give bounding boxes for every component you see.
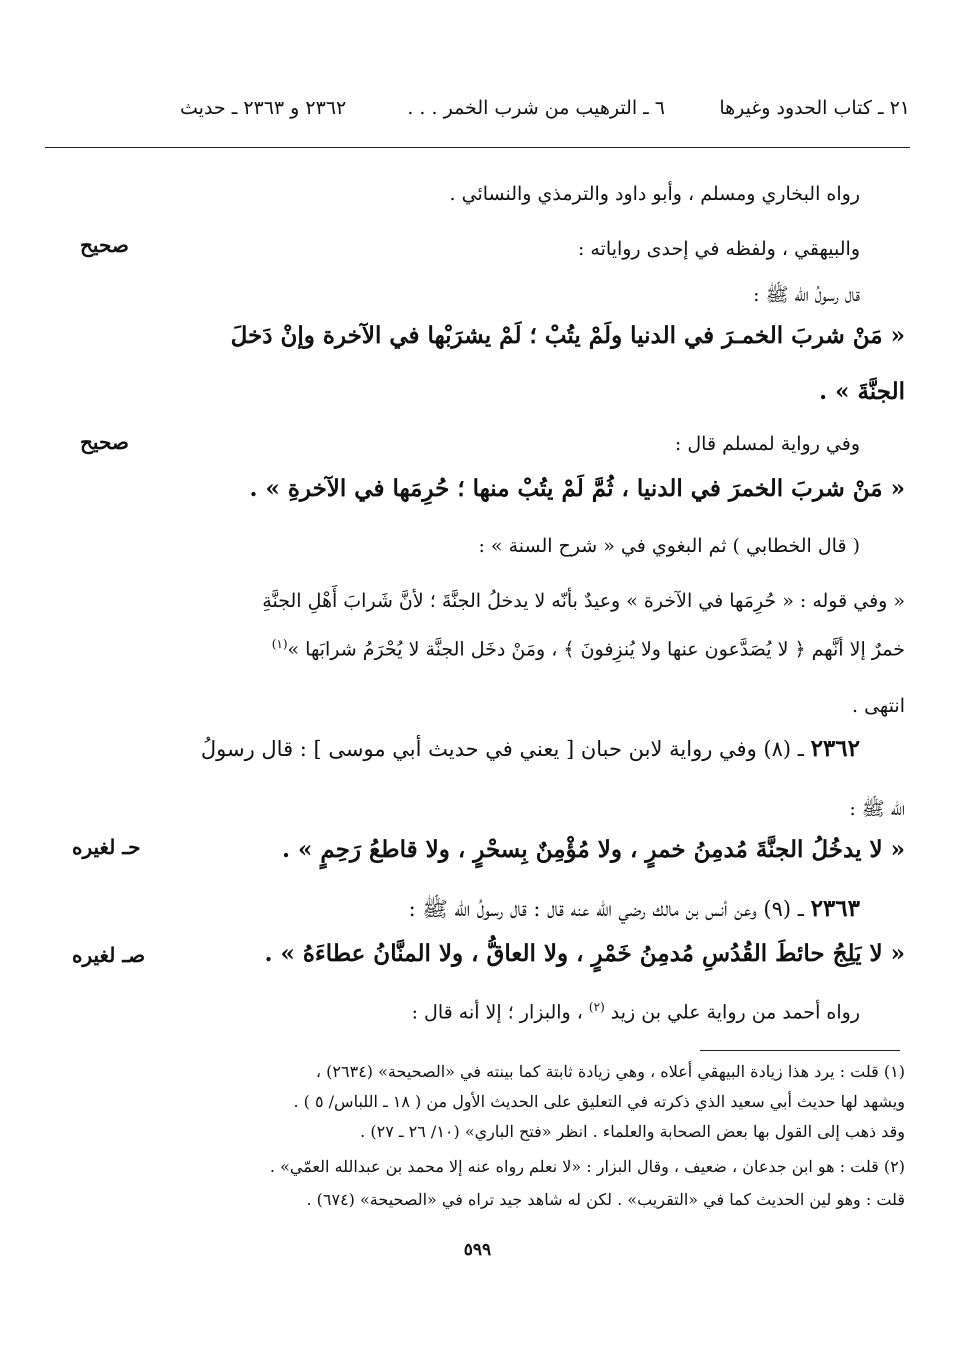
narration-line: وفي رواية لمسلم قال : (674, 433, 860, 455)
grade-label: صحيح (80, 233, 129, 257)
narration-line (412, 1000, 860, 1023)
page-number: ٥٩٩ (463, 1240, 492, 1260)
source-text: ، والبزار ؛ إلا أنه قال : (411, 1001, 589, 1024)
commentary-line: ( قال الخطابي ) ثم البغوي في « شرح السنة » : (478, 535, 860, 557)
commentary-line: « وفي قوله : « حُرِمَها في الآخرة » وعيدٌ بأنّه لا يدخلُ الجنَّةَ ؛ لأنَّ شَرابَ أَهْلِ الجنَّةِ (262, 590, 905, 612)
grade-label: حـ لغيره (72, 835, 141, 859)
grade-label: صـ لغيره (72, 943, 146, 967)
hadith-text-line: الجنَّةَ » . (819, 378, 905, 405)
header-section: ٦ ـ الترهيب من شرب الخمر . . . (407, 97, 665, 119)
footnote-line: وقد ذهب إلى القول بها بعض الصحابة والعلماء . انظر «فتح الباري» (١٠/ ٢٦ ـ ٢٧) . (360, 1122, 905, 1141)
header-rule (45, 147, 910, 148)
hadith-intro: ـ (٩) وعن أنس بن مالك رضي الله عنه قال : قال رسولُ الله ﷺ : (408, 897, 811, 921)
footnote-ref-1: (١) (271, 637, 288, 651)
narration-line: الله ﷺ : (849, 798, 905, 820)
hadith-2363-header (409, 895, 860, 927)
commentary-line: انتهى . (852, 695, 905, 717)
hadith-text-line: « مَنْ شربَ الخمرَ في الدنيا ، ثُمَّ لَمْ يتُبْ منها ؛ حُرِمَها في الآخرةِ » . (249, 475, 905, 502)
commentary-line (272, 637, 905, 660)
hadith-2362-header (201, 735, 860, 762)
narration-line: والبيهقي ، ولفظه في إحدى رواياته : (577, 238, 860, 260)
footnote-ref-2: (٢) (588, 1000, 605, 1014)
hadith-intro: ـ (٨) وفي رواية لابن حبان [ يعني في حديث أبي موسى ] : قال رسولُ (200, 737, 811, 761)
footnote-line: ويشهد لها حديث أبي سعيد الذي ذكرته في التعليق على الحديث الأول من ( ١٨ ـ اللباس/ ٥ ) . (293, 1092, 905, 1111)
commentary-text: خمرٌ إلا أنَّهم ﴿ لا يُصَدَّعون عنها ولا يُنزِفونَ ﴾ ، ومَنْ دخَل الجنَّة لا يُحْرَمُ شرابَها » (287, 638, 905, 661)
source-text: رواه أحمد من رواية علي بن زيد (610, 1001, 860, 1024)
hadith-text-line: « مَنْ شربَ الخمـرَ في الدنيا ولَمْ يتُبْ ؛ لَمْ يشرَبْها في الآخرة وإنْ دَخلَ (230, 322, 905, 349)
narration-line: قال رسولُ الله ﷺ : (753, 284, 860, 306)
footnote-line: قلت : وهو لين الحديث كما في «التقريب» . لكن له شاهد جيد تراه في «الصحيحة» (٦٧٤) . (306, 1190, 905, 1209)
hadith-text-line: « لا يَلِجُ حائطَ القُدُسِ مُدمِنُ خَمْرٍ ، ولا العاقُّ ، ولا المنَّانُ عطاءَهُ » . (264, 940, 905, 967)
hadith-number: ٢٣٦٢ (810, 735, 860, 762)
header-hadith-range: ٢٣٦٢ و ٢٣٦٣ ـ حديث (180, 97, 347, 119)
header-chapter: ٢١ ـ كتاب الحدود وغيرها (719, 97, 910, 119)
narration-line: رواه البخاري ومسلم ، وأبو داود والترمذي والنسائي . (449, 183, 860, 205)
grade-label: صحيح (80, 430, 129, 454)
footnote-rule (700, 1050, 900, 1051)
footnote-line: (١) قلت : يرد هذا زيادة البيهقي أعلاه ، وهي زيادة ثابتة كما بينته في «الصحيحة» (٢٦٣٤) ، (315, 1062, 905, 1081)
hadith-text-line: « لا يدخُلُ الجنَّةَ مُدمِنُ خمرٍ ، ولا مُؤْمِنٌ بِسحْرٍ ، ولا قاطعُ رَحِمٍ » . (282, 836, 905, 863)
hadith-number: ٢٣٦٣ (810, 895, 860, 922)
footnote-line: (٢) قلت : هو ابن جدعان ، ضعيف ، وقال البزار : «لا نعلم رواه عنه إلا محمد بن عبدالله العمّي» . (269, 1157, 905, 1176)
